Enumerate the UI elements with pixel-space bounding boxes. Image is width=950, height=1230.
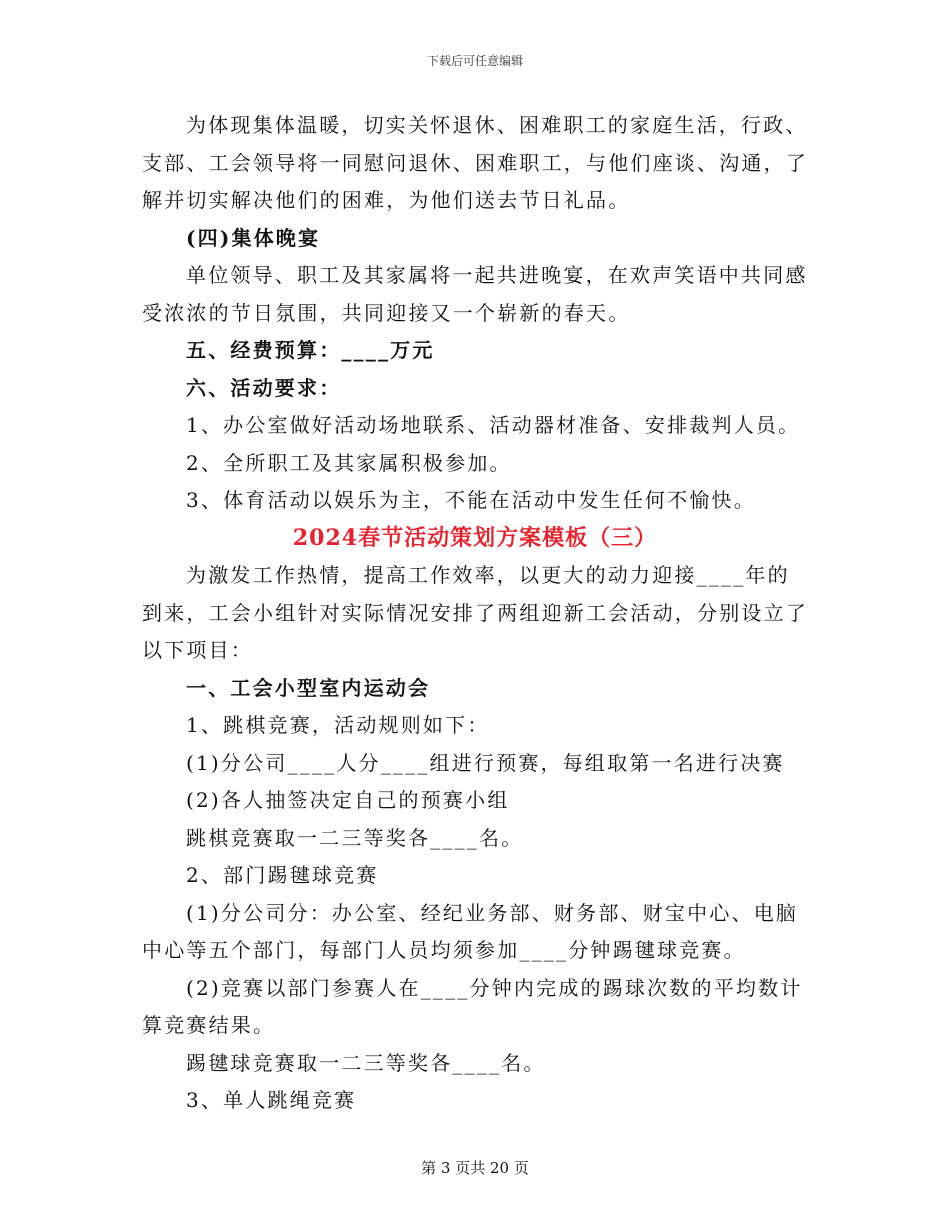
item-jump-rope: 3、单人跳绳竞赛 (186, 1088, 357, 1112)
requirement-item-2: 2、全所职工及其家属积极参加。 (186, 450, 512, 475)
page-header: 下载后可任意编辑 (426, 54, 523, 68)
heading-dinner: (四)集体晚宴 (186, 225, 321, 250)
checkers-prize: 跳棋竞赛取一二三等奖各____名。 (186, 825, 524, 850)
checkers-rule-1: (1)分公司____人分____组进行预赛，每组取第一名进行决赛 (186, 750, 785, 775)
checkers-rule-2: (2)各人抽签决定自己的预赛小组 (186, 788, 510, 812)
shuttlecock-rule-2: (2)竞赛以部门参赛人在____分钟内完成的踢球次数的平均数计算竞赛结果。 (142, 975, 803, 1037)
heading-requirements: 六、活动要求： (186, 375, 342, 400)
paragraph-care-visit: 为体现集体温暖，切实关怀退休、困难职工的家庭生活，行政、支部、工会领导将一同慰问退休、困难职工，与他们座谈、沟通，了解并切实解决他们的困难，为他们送去节日礼品。 (142, 113, 808, 212)
document-body (142, 107, 808, 1120)
shuttlecock-prize: 踢毽球竞赛取一二三等奖各____名。 (186, 1050, 546, 1075)
section-title: 2024春节活动策划方案模板（三） (292, 524, 658, 551)
heading-sports-meet: 一、工会小型室内运动会 (186, 675, 431, 700)
item-shuttlecock: 2、部门踢毽球竞赛 (186, 863, 379, 887)
shuttlecock-rule-1: (1)分公司分：办公室、经纪业务部、财务部、财宝中心、电脑中心等五个部门，每部门人员均须参加____分钟踢毽球竞赛。 (142, 900, 799, 962)
heading-budget: 五、经费预算：____万元 (186, 338, 435, 362)
item-checkers: 1、跳棋竞赛，活动规则如下： (186, 713, 490, 737)
requirement-item-3: 3、体育活动以娱乐为主，不能在活动中发生任何不愉快。 (186, 488, 756, 512)
paragraph-dinner: 单位领导、职工及其家属将一起共进晚宴，在欢声笑语中共同感受浓浓的节日氛围，共同迎接又一个崭新的春天。 (142, 263, 808, 325)
paragraph-intro: 为激发工作热情，提高工作效率，以更大的动力迎接____年的到来，工会小组针对实际情况安排了两组迎新工会活动，分别设立了以下项目： (142, 563, 808, 662)
requirement-item-1: 1、办公室做好活动场地联系、活动器材准备、安排裁判人员。 (186, 413, 801, 437)
page-footer: 第 3 页共 20 页 (421, 1159, 529, 1177)
